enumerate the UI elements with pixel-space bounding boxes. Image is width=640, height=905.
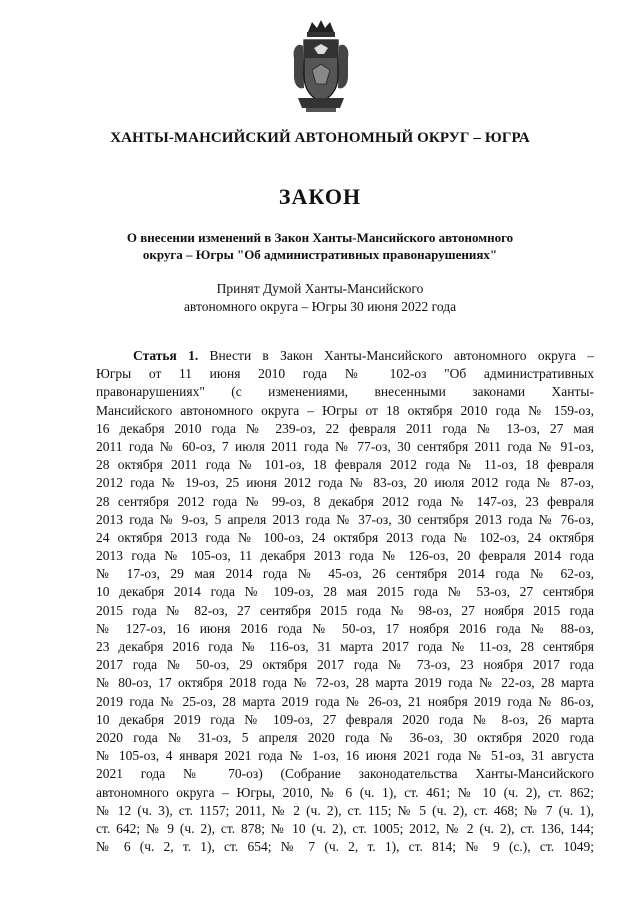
article-line: 10 декабря 2014 года № 109-оз, 28 мая 2015 года № 53-оз, 27 сентября xyxy=(96,584,594,600)
article-line: 24 октября 2013 года № 100-оз, 24 октября 2013 года № 102-оз, 24 октября xyxy=(96,529,594,545)
subject-line: округа – Югры "Об административных правонарушениях" xyxy=(142,247,498,262)
article-line: № 80-оз, 17 октября 2018 года № 72-оз, 28 марта 2019 года № 22-оз, 28 марта xyxy=(96,675,594,691)
adoption-line: Принят Думой Ханты-Мансийского xyxy=(216,281,424,296)
article-line: 2021 года № 70-оз) (Собрание законодательства Ханты-Мансийского xyxy=(96,766,594,782)
article-line xyxy=(96,347,594,365)
adoption-note xyxy=(70,280,570,316)
article-line: 2017 года № 50-оз, 29 октября 2017 года № 73-оз, 23 ноября 2017 года xyxy=(96,657,594,673)
article-line: № 127-оз, 16 июня 2016 года № 50-оз, 17 ноября 2016 года № 88-оз, xyxy=(96,620,594,636)
article-line: 28 октября 2011 года № 101-оз, 18 февраля 2012 года № 11-оз, 18 февраля xyxy=(96,457,594,473)
article-line: автономного округа – Югры, 2010, № 6 (ч. 1), ст. 461; № 10 (ч. 2), ст. 862; xyxy=(96,784,594,800)
region-title: ХАНТЫ-МАНСИЙСКИЙ АВТОНОМНЫЙ ОКРУГ – ЮГРА xyxy=(110,130,530,146)
article-1 xyxy=(96,347,594,856)
article-line: № 6 (ч. 2, т. 1), ст. 654; № 7 (ч. 2, т. 1), ст. 814; № 9 (с.), ст. 1049; xyxy=(96,839,594,855)
article-line: № 17-оз, 29 мая 2014 года № 45-оз, 26 сентября 2014 года № 62-оз, xyxy=(96,566,594,582)
article-label: Статья 1. xyxy=(133,348,199,363)
article-line: 2013 года № 9-оз, 5 апреля 2013 года № 37-оз, 30 сентября 2013 года № 76-оз, xyxy=(96,511,594,527)
coat-of-arms-emblem xyxy=(290,18,352,114)
article-line: 2011 года № 60-оз, 7 июля 2011 года № 77-оз, 30 сентября 2011 года № 91-оз, xyxy=(96,438,594,454)
article-line: 2019 года № 25-оз, 28 марта 2019 года № 26-оз, 21 ноября 2019 года № 86-оз, xyxy=(96,693,594,709)
article-line: 2020 года № 31-оз, 5 апреля 2020 года № 36-оз, 30 октября 2020 года xyxy=(96,729,594,745)
document-type-title: ЗАКОН xyxy=(278,184,362,209)
article-line: № 105-оз, 4 января 2021 года № 1-оз, 16 июня 2021 года № 51-оз, 31 августа xyxy=(96,748,594,764)
article-line: правонарушениях" (с изменениями, внесенными законами Ханты- xyxy=(96,384,594,400)
article-line: 10 декабря 2019 года № 109-оз, 27 февраля 2020 года № 8-оз, 26 марта xyxy=(96,711,594,727)
article-line-text: Внести в Закон Ханты-Мансийского автономного округа – xyxy=(198,348,594,363)
article-line: 2012 года № 19-оз, 25 июня 2012 года № 83-оз, 20 июля 2012 года № 87-оз, xyxy=(96,475,594,491)
article-line: № 12 (ч. 3), ст. 1157; 2011, № 2 (ч. 2), ст. 115; № 5 (ч. 2), ст. 468; № 7 (ч. 1), xyxy=(96,802,594,818)
adoption-line: автономного округа – Югры 30 июня 2022 года xyxy=(183,299,457,314)
article-line: 23 декабря 2016 года № 116-оз, 31 марта 2017 года № 11-оз, 28 сентября xyxy=(96,639,594,654)
article-line: 16 декабря 2010 года № 239-оз, 22 февраля 2011 года № 13-оз, 27 мая xyxy=(96,420,594,436)
article-line: Мансийского автономного округа – Югры от 18 октября 2010 года № 159-оз, xyxy=(96,402,594,418)
law-subject xyxy=(70,229,570,263)
subject-line: О внесении изменений в Закон Ханты-Мансийского автономного xyxy=(126,230,514,245)
article-line: Югры от 11 июня 2010 года № 102-оз "Об административных xyxy=(96,366,594,382)
article-line: 2015 года № 82-оз, 27 сентября 2015 года № 98-оз, 27 ноября 2015 года xyxy=(96,602,594,618)
article-line: ст. 642; № 9 (ч. 2), ст. 878; № 10 (ч. 2), ст. 1005; 2012, № 2 (ч. 2), ст. 136, 144; xyxy=(96,820,594,836)
article-line: 28 сентября 2012 года № 99-оз, 8 декабря 2012 года № 147-оз, 23 февраля xyxy=(96,493,594,509)
article-line: 2013 года № 105-оз, 11 декабря 2013 года № 126-оз, 20 февраля 2014 года xyxy=(96,548,594,564)
